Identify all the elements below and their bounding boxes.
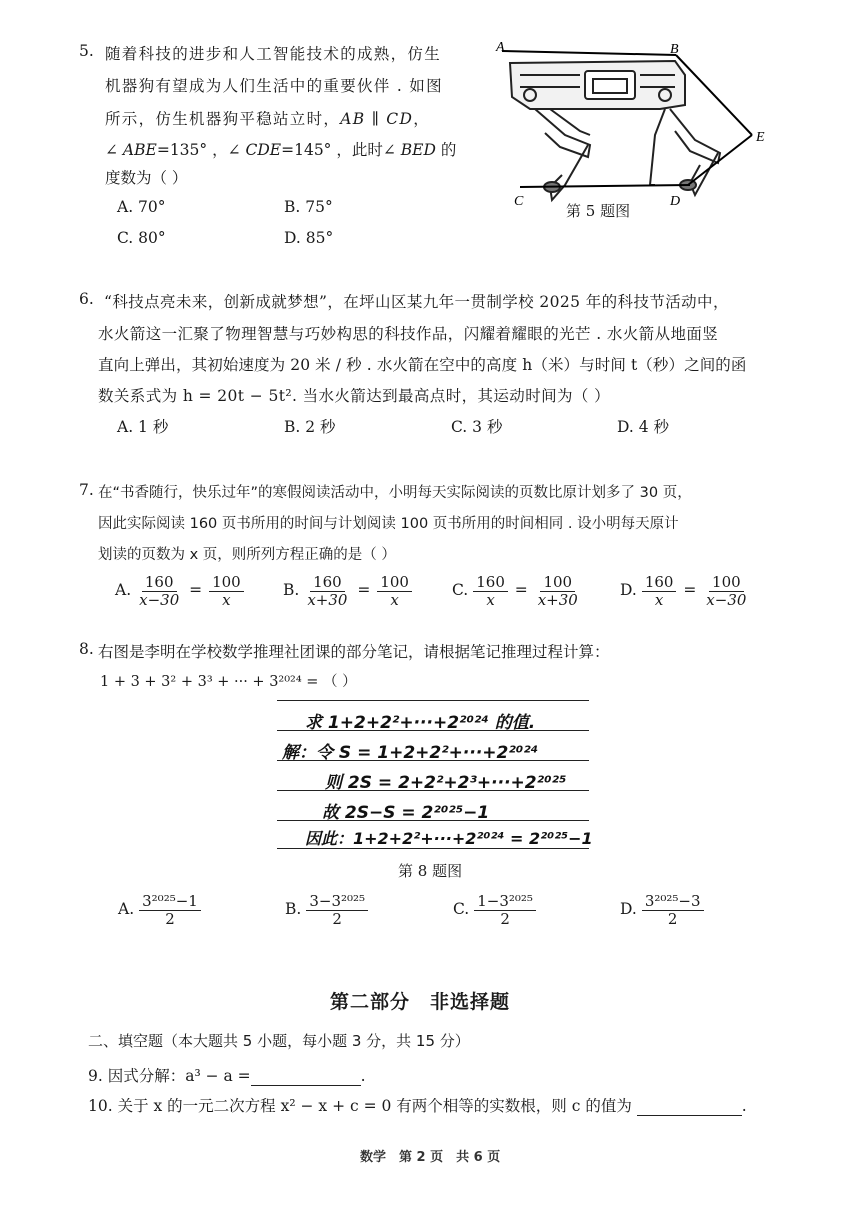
q6-line3: 直向上弹出，其初始速度为 20 米 / 秒 . 水火箭在空中的高度 h（米）与时间 t（秒）之间的函 [98, 356, 747, 374]
q6-line4: 数关系式为 h = 20t − 5t². 当水火箭达到最高点时，其运动时间为（ ） [98, 387, 611, 405]
q8-option-c-label: C. [453, 900, 470, 918]
q8-line1: 右图是李明在学校数学推理社团课的部分笔记，请根据笔记推理过程计算： [98, 643, 610, 661]
q7-option-b-label: B. [283, 581, 300, 599]
part2-title: 第二部分 非选择题 [330, 991, 511, 1013]
q7-c-left-num: 160 [473, 574, 508, 592]
q7-line3: 划读的页数为 x 页，则所列方程正确的是（ ） [98, 547, 396, 563]
q8-b-den: 2 [332, 909, 342, 928]
q6-option-d: D. 4 秒 [617, 418, 670, 436]
q7-option-a: A. $\frac{160}{x-30}$ = $\frac{100}{x}$ [115, 574, 246, 608]
q5-angle-bed: ∠ BED [382, 141, 436, 159]
q7-d-right-den: x−30 [706, 590, 747, 609]
q7-d-left-den: x [654, 590, 664, 609]
q10-answer-blank[interactable] [637, 1099, 742, 1116]
q8-d-den: 2 [667, 909, 678, 928]
q7-d-right-num: 100 [709, 574, 744, 592]
q8-figure-caption: 第 8 题图 [398, 862, 463, 880]
q7-option-c: C. $\frac{160}{x}$ = $\frac{100}{x+30}$ [452, 574, 583, 608]
q5-option-a: A. 70° [117, 198, 166, 216]
q8-option-c [453, 893, 538, 927]
q8-notes-figure [277, 700, 593, 850]
q8-option-d-label: D. [620, 900, 637, 918]
q7-option-d-label: D. [620, 581, 637, 599]
q8-option-b-label: B. [285, 900, 302, 918]
q7-b-right-num: 100 [377, 574, 412, 592]
q8-number: 8. [79, 640, 94, 658]
q8-note-line-3: 则 2S = 2+2²+2³+···+2²⁰²⁵ [325, 773, 567, 793]
q8-note-line-2: 解：令 S = 1+2+2²+···+2²⁰²⁴ [282, 743, 539, 763]
q7-option-a-label: A. [115, 581, 132, 599]
q7-line1: 在“书香随行，快乐过年”的寒假阅读活动中，小明每天实际阅读的页数比原计划多了 30 页， [98, 485, 692, 501]
q8-note-line-4: 故 2S−S = 2²⁰²⁵−1 [322, 803, 490, 823]
q7-c-left-den: x [486, 590, 495, 609]
q7-b-left-den: x+30 [307, 590, 348, 609]
q9 [88, 1064, 366, 1086]
q5-figure-caption: 第 5 题图 [566, 202, 631, 220]
q10-text: 10. 关于 x 的一元二次方程 x² − x + c = 0 有两个相等的实数根，则 c 的值为 [88, 1097, 632, 1115]
q6-option-c: C. 3 秒 [451, 418, 503, 436]
q8-b-num: 3−3²⁰²⁵ [306, 893, 368, 911]
q7-a-right-den: x [222, 590, 231, 609]
q9-end: . [360, 1067, 366, 1085]
q8-a-num: 3²⁰²⁵−1 [139, 893, 201, 911]
q5-angle-cde: ∠ CDE [227, 141, 282, 159]
q10 [88, 1094, 747, 1116]
q5-angle-abe: ∠ ABE [105, 141, 157, 159]
q5-option-c: C. 80° [117, 229, 166, 247]
q6-line1: “科技点亮未来，创新成就梦想”，在坪山区某九年一贯制学校 2025 年的科技节活动中， [104, 293, 729, 311]
q7-c-right-num: 100 [540, 574, 575, 592]
q7-b-left-num: 160 [310, 574, 345, 592]
q5-option-b: B. 75° [284, 198, 333, 216]
q8-c-num: 1−3²⁰²⁵ [474, 893, 536, 911]
q5-line4-end: 的 [435, 141, 457, 159]
q7-number: 7. [79, 481, 94, 499]
q8-d-num: 3²⁰²⁵−3 [642, 893, 704, 911]
q8-c-den: 2 [500, 909, 510, 928]
q9-answer-blank[interactable] [251, 1069, 361, 1086]
q10-end: . [741, 1097, 747, 1115]
q8-expression: 1 + 3 + 3² + 3³ + ··· + 3²⁰²⁴ = （ ） [100, 674, 357, 690]
fig5-label-d: D [670, 194, 681, 209]
q8-option-a-label: A. [118, 900, 135, 918]
q7-d-left-num: 160 [642, 574, 677, 592]
q7-c-right-den: x+30 [537, 590, 578, 609]
q6-line2: 水火箭这一汇聚了物理智慧与巧妙构思的科技作品，闪耀着耀眼的光芒 . 水火箭从地面竖 [98, 325, 719, 343]
q7-a-right-num: 100 [209, 574, 244, 592]
q7-option-c-label: C. [452, 581, 469, 599]
q6-number: 6. [79, 290, 94, 308]
q7-option-d: D. $\frac{160}{x}$ = $\frac{100}{x-30}$ [620, 574, 751, 608]
q5-angle-cde-value: =145° ，此时 [281, 141, 383, 159]
q7-a-left-num: 160 [142, 574, 177, 592]
q7-b-right-den: x [390, 590, 399, 609]
q5-line3-text: 所示，仿生机器狗平稳站立时， [105, 110, 341, 128]
q8-note-line-1: 求 1+2+2²+···+2²⁰²⁴ 的值. [305, 713, 536, 733]
fill-in-section-header: 二、填空题（本大题共 5 小题，每小题 3 分，共 15 分） [88, 1032, 470, 1050]
q5-line1: 随着科技的进步和人工智能技术的成熟，仿生 [105, 45, 442, 63]
q7-line2: 因此实际阅读 160 页书所用的时间与计划阅读 100 页书所用的时间相同 . 设小明每天原计 [98, 516, 679, 532]
robot-dog-figure [490, 35, 780, 225]
q8-option-d [620, 893, 706, 927]
fig5-label-a: A [496, 40, 505, 55]
q6-option-a: A. 1 秒 [117, 418, 169, 436]
page-footer: 数学 第 2 页 共 6 页 [360, 1150, 501, 1165]
q6-option-b: B. 2 秒 [284, 418, 336, 436]
fig5-label-c: C [514, 194, 524, 209]
fig5-label-b: B [670, 42, 679, 57]
q5-option-d: D. 85° [284, 229, 334, 247]
q8-option-a [118, 893, 203, 927]
q5-line4 [105, 138, 456, 160]
q5-line3 [105, 107, 430, 129]
q5-number: 5. [79, 42, 94, 60]
q8-a-den: 2 [165, 909, 175, 928]
q9-text: 9. 因式分解：a³ − a = [88, 1067, 251, 1085]
q5-line5: 度数为（ ） [105, 169, 188, 187]
q5-line3-end: ， [413, 110, 431, 128]
fig5-label-e: E [756, 130, 765, 145]
q8-option-b [285, 893, 370, 927]
q5-parallel: AB ∥ CD [340, 110, 414, 128]
q5-line2: 机器狗有望成为人们生活中的重要伙伴 . 如图 [105, 77, 443, 95]
q7-option-b: B. $\frac{160}{x+30}$ = $\frac{100}{x}$ [283, 574, 414, 608]
q5-angle-abe-value: =135° ， [156, 141, 228, 159]
q8-note-line-5: 因此：1+2+2²+···+2²⁰²⁴ = 2²⁰²⁵−1 [305, 829, 593, 848]
q7-a-left-den: x−30 [139, 590, 180, 609]
